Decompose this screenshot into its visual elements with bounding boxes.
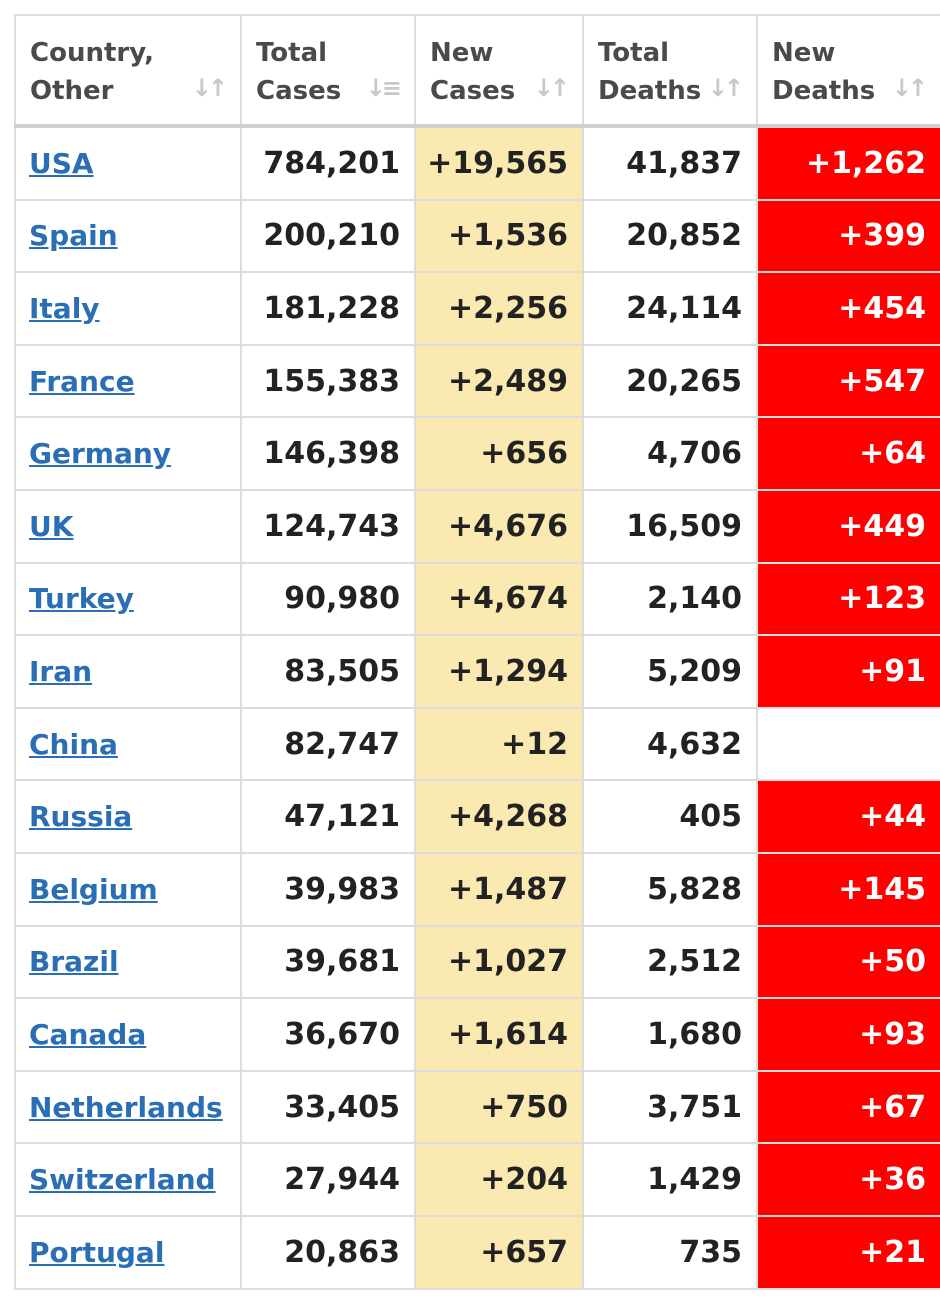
header-total-deaths-line2: Deaths: [598, 76, 702, 106]
country-cell: [15, 345, 241, 418]
country-link[interactable]: Germany: [29, 437, 172, 471]
header-total-deaths-line1: Total: [598, 38, 670, 68]
total-deaths-cell: 405: [583, 780, 757, 853]
total-cases-cell: 20,863: [241, 1216, 415, 1289]
table-row: [15, 345, 940, 418]
table-row: [15, 490, 940, 563]
new-deaths-cell: +547: [757, 345, 940, 418]
total-cases-cell: 27,944: [241, 1143, 415, 1216]
table-row: [15, 998, 940, 1071]
table-row: [15, 926, 940, 999]
total-deaths-cell: 4,632: [583, 708, 757, 781]
total-deaths-cell: 735: [583, 1216, 757, 1289]
total-cases-cell: 146,398: [241, 417, 415, 490]
header-country-line1: Country,: [30, 38, 155, 68]
new-deaths-cell: +44: [757, 780, 940, 853]
country-cell: [15, 272, 241, 345]
total-cases-cell: 82,747: [241, 708, 415, 781]
country-link[interactable]: Portugal: [29, 1235, 165, 1269]
total-deaths-cell: 4,706: [583, 417, 757, 490]
header-total-cases-line2: Cases: [256, 76, 342, 106]
table-row: [15, 200, 940, 273]
header-country-line2: Other: [30, 76, 114, 106]
new-cases-cell: +4,676: [415, 490, 583, 563]
table-row: [15, 1216, 940, 1289]
new-deaths-cell: +145: [757, 853, 940, 926]
country-cell: [15, 708, 241, 781]
country-cell: [15, 635, 241, 708]
new-cases-cell: +1,487: [415, 853, 583, 926]
new-cases-cell: +19,565: [415, 126, 583, 200]
country-cell: [15, 1071, 241, 1144]
new-cases-cell: +4,268: [415, 780, 583, 853]
new-deaths-cell: +123: [757, 563, 940, 636]
country-cell: [15, 126, 241, 200]
header-country[interactable]: [15, 15, 241, 126]
table-body: [15, 126, 940, 1289]
new-deaths-cell: +64: [757, 417, 940, 490]
sort-icon[interactable]: ↓↑: [191, 74, 224, 102]
country-link[interactable]: Turkey: [29, 582, 134, 616]
total-cases-cell: 181,228: [241, 272, 415, 345]
new-deaths-cell: +1,262: [757, 126, 940, 200]
country-cell: [15, 998, 241, 1071]
header-new-deaths-line1: New: [772, 38, 836, 68]
total-cases-cell: 83,505: [241, 635, 415, 708]
total-deaths-cell: 1,680: [583, 998, 757, 1071]
new-cases-cell: +1,614: [415, 998, 583, 1071]
sort-desc-icon[interactable]: ↓≡: [365, 74, 398, 102]
table-row: [15, 563, 940, 636]
new-deaths-cell: +36: [757, 1143, 940, 1216]
total-deaths-cell: 1,429: [583, 1143, 757, 1216]
total-cases-cell: 33,405: [241, 1071, 415, 1144]
new-cases-cell: +657: [415, 1216, 583, 1289]
header-new-deaths-line2: Deaths: [772, 76, 876, 106]
header-total-cases[interactable]: [241, 15, 415, 126]
new-cases-cell: +204: [415, 1143, 583, 1216]
total-cases-cell: 784,201: [241, 126, 415, 200]
new-cases-cell: +1,027: [415, 926, 583, 999]
sort-icon[interactable]: ↓↑: [891, 74, 924, 102]
total-deaths-cell: 24,114: [583, 272, 757, 345]
new-deaths-cell: [757, 708, 940, 781]
header-new-deaths[interactable]: [757, 15, 940, 126]
new-deaths-cell: +21: [757, 1216, 940, 1289]
country-link[interactable]: Spain: [29, 219, 118, 253]
country-link[interactable]: China: [29, 727, 118, 761]
new-cases-cell: +1,294: [415, 635, 583, 708]
country-link[interactable]: Switzerland: [29, 1163, 216, 1197]
country-cell: [15, 563, 241, 636]
total-cases-cell: 36,670: [241, 998, 415, 1071]
country-link[interactable]: UK: [29, 509, 74, 543]
table-row: [15, 272, 940, 345]
country-cell: [15, 1216, 241, 1289]
new-cases-cell: +1,536: [415, 200, 583, 273]
table-row: [15, 1143, 940, 1216]
total-deaths-cell: 5,828: [583, 853, 757, 926]
new-cases-cell: +4,674: [415, 563, 583, 636]
total-deaths-cell: 20,265: [583, 345, 757, 418]
new-deaths-cell: +449: [757, 490, 940, 563]
country-link[interactable]: Iran: [29, 654, 93, 688]
table-row: [15, 126, 940, 200]
table-row: [15, 417, 940, 490]
new-deaths-cell: +50: [757, 926, 940, 999]
country-link[interactable]: Belgium: [29, 872, 158, 906]
header-total-cases-line1: Total: [256, 38, 328, 68]
total-deaths-cell: 3,751: [583, 1071, 757, 1144]
total-deaths-cell: 41,837: [583, 126, 757, 200]
country-link[interactable]: France: [29, 364, 135, 398]
country-link[interactable]: Italy: [29, 291, 100, 325]
new-cases-cell: +656: [415, 417, 583, 490]
table-row: [15, 635, 940, 708]
country-cell: [15, 417, 241, 490]
new-deaths-cell: +399: [757, 200, 940, 273]
total-deaths-cell: 20,852: [583, 200, 757, 273]
new-cases-cell: +2,489: [415, 345, 583, 418]
new-deaths-cell: +93: [757, 998, 940, 1071]
country-cell: [15, 926, 241, 999]
header-new-cases-line1: New: [430, 38, 494, 68]
sort-icon[interactable]: ↓↑: [707, 74, 740, 102]
country-link[interactable]: Netherlands: [29, 1090, 223, 1124]
header-total-deaths[interactable]: [583, 15, 757, 126]
table-row: [15, 780, 940, 853]
header-new-cases[interactable]: [415, 15, 583, 126]
new-cases-cell: +750: [415, 1071, 583, 1144]
covid-stats-table: [14, 14, 940, 1290]
table-row: [15, 708, 940, 781]
total-deaths-cell: 2,140: [583, 563, 757, 636]
header-new-cases-line2: Cases: [430, 76, 516, 106]
sort-icon[interactable]: ↓↑: [533, 74, 566, 102]
table-row: [15, 853, 940, 926]
new-cases-cell: +12: [415, 708, 583, 781]
country-cell: [15, 200, 241, 273]
country-link[interactable]: Canada: [29, 1017, 147, 1051]
total-cases-cell: 39,681: [241, 926, 415, 999]
total-cases-cell: 200,210: [241, 200, 415, 273]
new-deaths-cell: +454: [757, 272, 940, 345]
total-deaths-cell: 5,209: [583, 635, 757, 708]
new-deaths-cell: +67: [757, 1071, 940, 1144]
total-cases-cell: 155,383: [241, 345, 415, 418]
country-cell: [15, 1143, 241, 1216]
total-deaths-cell: 2,512: [583, 926, 757, 999]
new-cases-cell: +2,256: [415, 272, 583, 345]
total-cases-cell: 47,121: [241, 780, 415, 853]
total-cases-cell: 124,743: [241, 490, 415, 563]
total-cases-cell: 90,980: [241, 563, 415, 636]
total-deaths-cell: 16,509: [583, 490, 757, 563]
total-cases-cell: 39,983: [241, 853, 415, 926]
country-cell: [15, 780, 241, 853]
country-link[interactable]: Russia: [29, 800, 133, 834]
country-cell: [15, 490, 241, 563]
header-row: [15, 15, 940, 126]
country-link[interactable]: USA: [29, 146, 94, 180]
new-deaths-cell: +91: [757, 635, 940, 708]
table-row: [15, 1071, 940, 1144]
country-link[interactable]: Brazil: [29, 945, 119, 979]
country-cell: [15, 853, 241, 926]
